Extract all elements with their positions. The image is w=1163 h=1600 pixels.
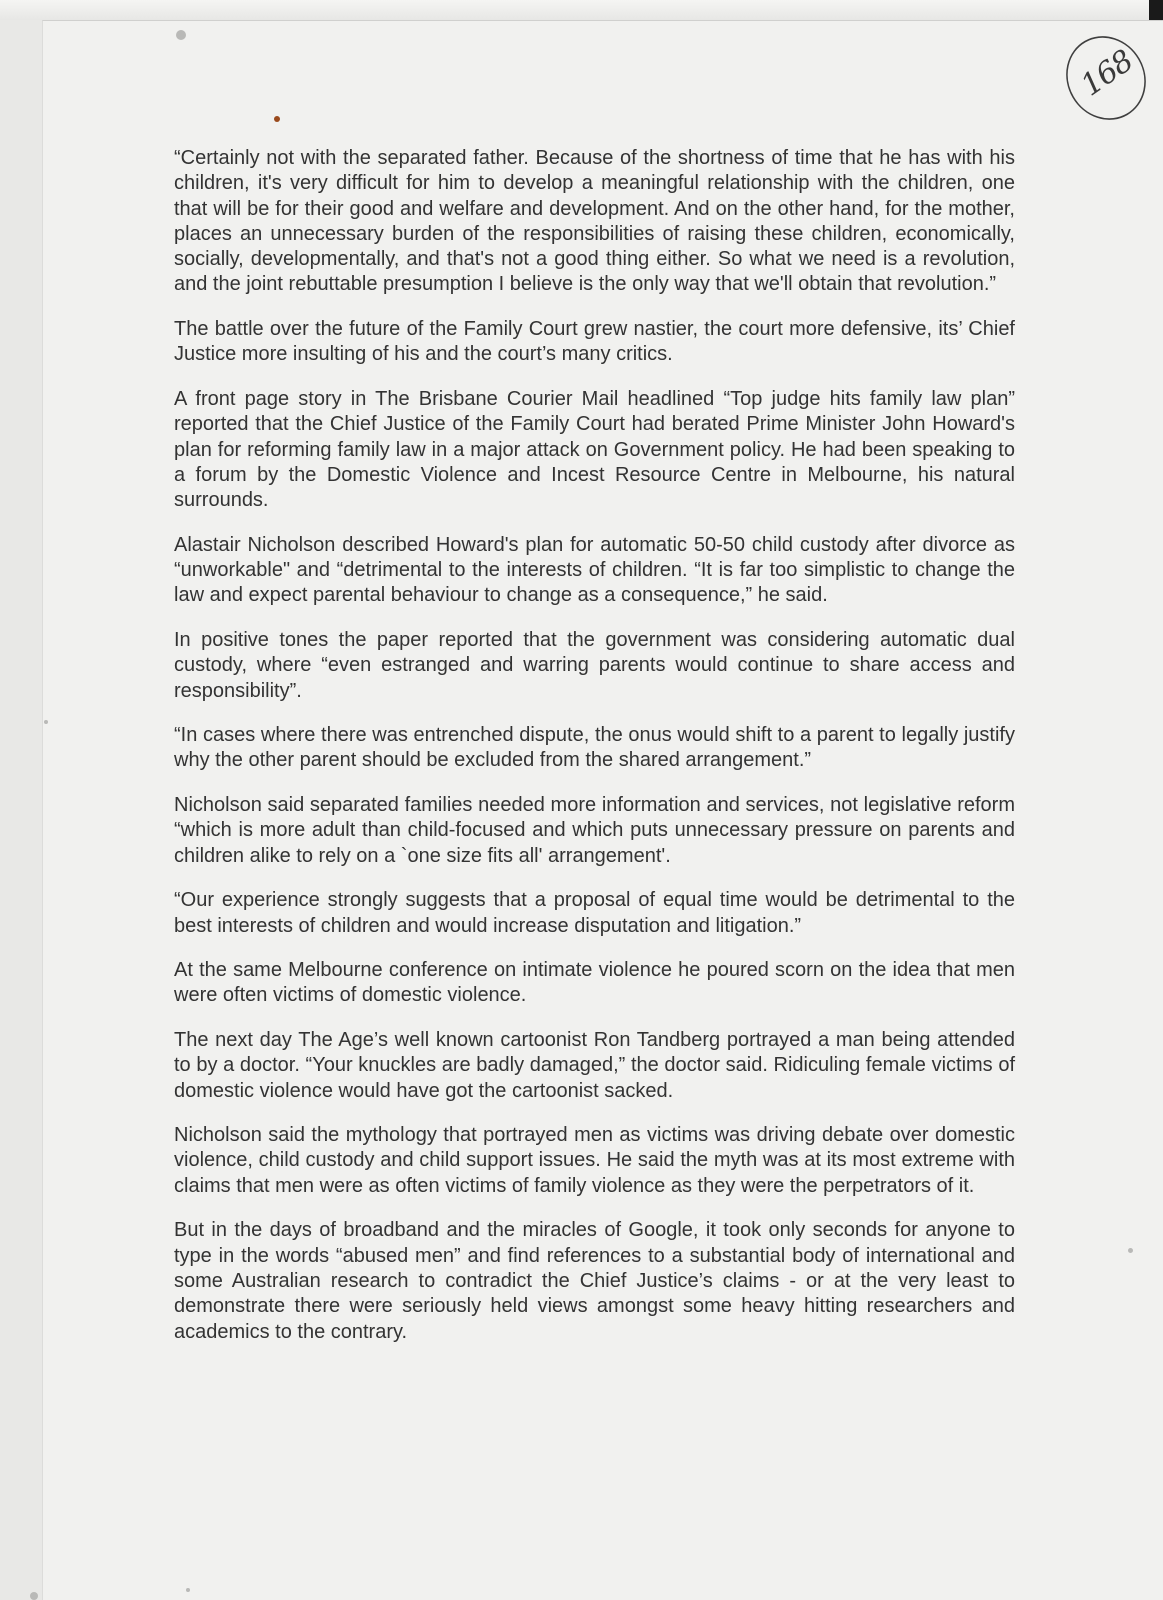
paragraph: A front page story in The Brisbane Courier Mail headlined “Top judge hits family law plan” reported that the Chief Justice of the Family Court had berated Prime Minister John Howard's plan for reforming family law in a major attack on Government policy. He had been speaking to a forum by the Domestic Violence and Incest Resource Centre in Melbourne, his natural surrounds. xyxy=(174,387,1015,512)
scanner-edge xyxy=(0,0,1163,20)
scan-speck xyxy=(1128,1248,1133,1253)
body-text xyxy=(174,146,1015,1364)
scanner-corner xyxy=(1149,0,1163,20)
paragraph: “In cases where there was entrenched dispute, the onus would shift to a parent to legally justify why the other parent should be excluded from the shared arrangement.” xyxy=(174,724,1015,772)
paragraph: “Our experience strongly suggests that a proposal of equal time would be detrimental to the best interests of children and would increase disputation and litigation.” xyxy=(174,889,1015,937)
paragraph: The battle over the future of the Family Court grew nastier, the court more defensive, its’ Chief Justice more insulting of his and the court’s many critics. xyxy=(174,318,1015,366)
handwritten-page-number xyxy=(1062,30,1150,124)
scan-speck xyxy=(30,1592,38,1600)
paragraph: The next day The Age’s well known cartoonist Ron Tandberg portrayed a man being attended to by a doctor. “Your knuckles are badly damaged,” the doctor said. Ridiculing female victims of domestic violence would have got the cartoonist sacked. xyxy=(174,1028,1015,1102)
paragraph: At the same Melbourne conference on intimate violence he poured scorn on the idea that men were often victims of domestic violence. xyxy=(174,959,1015,1007)
paragraph: Nicholson said separated families needed more information and services, not legislative reform “which is more adult than child-focused and which puts unnecessary pressure on parents and children alike to rely on a `one size fits all' arrangement'. xyxy=(174,794,1015,867)
paragraph: Nicholson said the mythology that portrayed men as victims was driving debate over domestic violence, child custody and child support issues. He said the myth was at its most extreme with claims that men were as often victims of family violence as they were the perpetrators of it. xyxy=(174,1124,1015,1197)
scan-speck xyxy=(176,30,186,40)
paragraph: Alastair Nicholson described Howard's plan for automatic 50-50 child custody after divorce as “unworkable" and “detrimental to the interests of children. “It is far too simplistic to change the law and expect parental behaviour to change as a consequence,” he said. xyxy=(174,533,1015,607)
ink-dot xyxy=(274,116,280,122)
scan-speck xyxy=(44,720,48,724)
page-number-text: 168 xyxy=(1074,43,1140,104)
paragraph: “Certainly not with the separated father. Because of the shortness of time that he has with his children, it's very difficult for him to develop a meaningful relationship with the children, one that will be for their good and welfare and development. And on the other hand, for the mother, places an unnecessary burden of the responsibilities of raising these children, economically, socially, developmentally, and that's not a good thing either. So what we need is a revolution, and the joint rebuttable presumption I believe is the only way that we'll obtain that revolution.” xyxy=(174,147,1015,296)
paragraph: But in the days of broadband and the miracles of Google, it took only seconds for anyone to type in the words “abused men” and find references to a substantial body of international and some Australian research to contradict the Chief Justice’s claims - or at the very least to demonstrate there were seriously held views amongst some heavy hitting researchers and academics to the contrary. xyxy=(174,1219,1015,1343)
scan-speck xyxy=(186,1588,190,1592)
paragraph: In positive tones the paper reported that the government was considering automatic dual custody, where “even estranged and warring parents would continue to share access and responsibility”. xyxy=(174,628,1015,702)
